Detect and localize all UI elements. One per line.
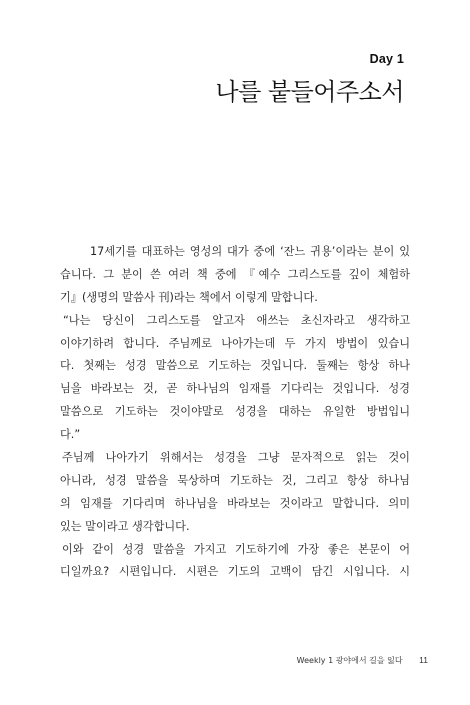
- body-line: 아니라, 성경 말씀을 묵상하며 기도하는 것, 그리고 항상 하나님: [60, 473, 410, 487]
- body-line: 주님께 나아가기 위해서는 성경을 그냥 문자적으로 읽는 것이: [62, 451, 410, 465]
- body-line: 말씀으로 기도하는 것이야말로 성경을 대하는 유일한 방법입니: [60, 405, 410, 419]
- body-line: 17세기를 대표하는 영성의 대가 중에 ‘잔느 귀용’이라는 분이 있: [90, 245, 410, 258]
- body-text: [60, 241, 410, 584]
- day-label: Day 1: [369, 52, 404, 66]
- body-line: 이와 같이 성경 말씀을 가지고 기도하기에 가장 좋은 본문이 어: [62, 542, 410, 556]
- running-title: Weekly 1 광야에서 길을 잃다: [296, 656, 403, 665]
- body-line: “나는 당신이 그리스도를 알고자 애쓰는 초신자라고 생각하고: [63, 313, 410, 327]
- body-line: 디일까요? 시편입니다. 시편은 기도의 고백이 담긴 시입니다. 시: [60, 565, 410, 579]
- body-line: 습니다. 그 분이 쓴 여러 책 중에 『예수 그리스도를 깊이 체험하: [60, 267, 410, 281]
- body-line: 있는 말이라고 생각합니다.: [60, 519, 190, 533]
- body-line: 의 임재를 기다리며 하나님을 바라보는 것이라고 말합니다. 의미: [60, 496, 410, 510]
- body-line: 기』(생명의 말씀사 刊)라는 책에서 이렇게 말합니다.: [60, 290, 318, 304]
- body-line: 다.”: [60, 428, 81, 442]
- page-number: 11: [419, 655, 428, 665]
- body-line: 이야기하려 합니다. 주님께로 나아가는데 두 가지 방법이 있습니: [60, 336, 410, 350]
- body-line: 님을 바라보는 것, 곧 하나님의 임재를 기다리는 것입니다. 성경: [60, 382, 410, 396]
- body-line: 다. 첫째는 성경 말씀으로 기도하는 것입니다. 둘째는 항상 하나: [60, 359, 410, 373]
- chapter-title: 나를 붙들어주소서: [215, 78, 404, 106]
- page-footer: [297, 655, 428, 666]
